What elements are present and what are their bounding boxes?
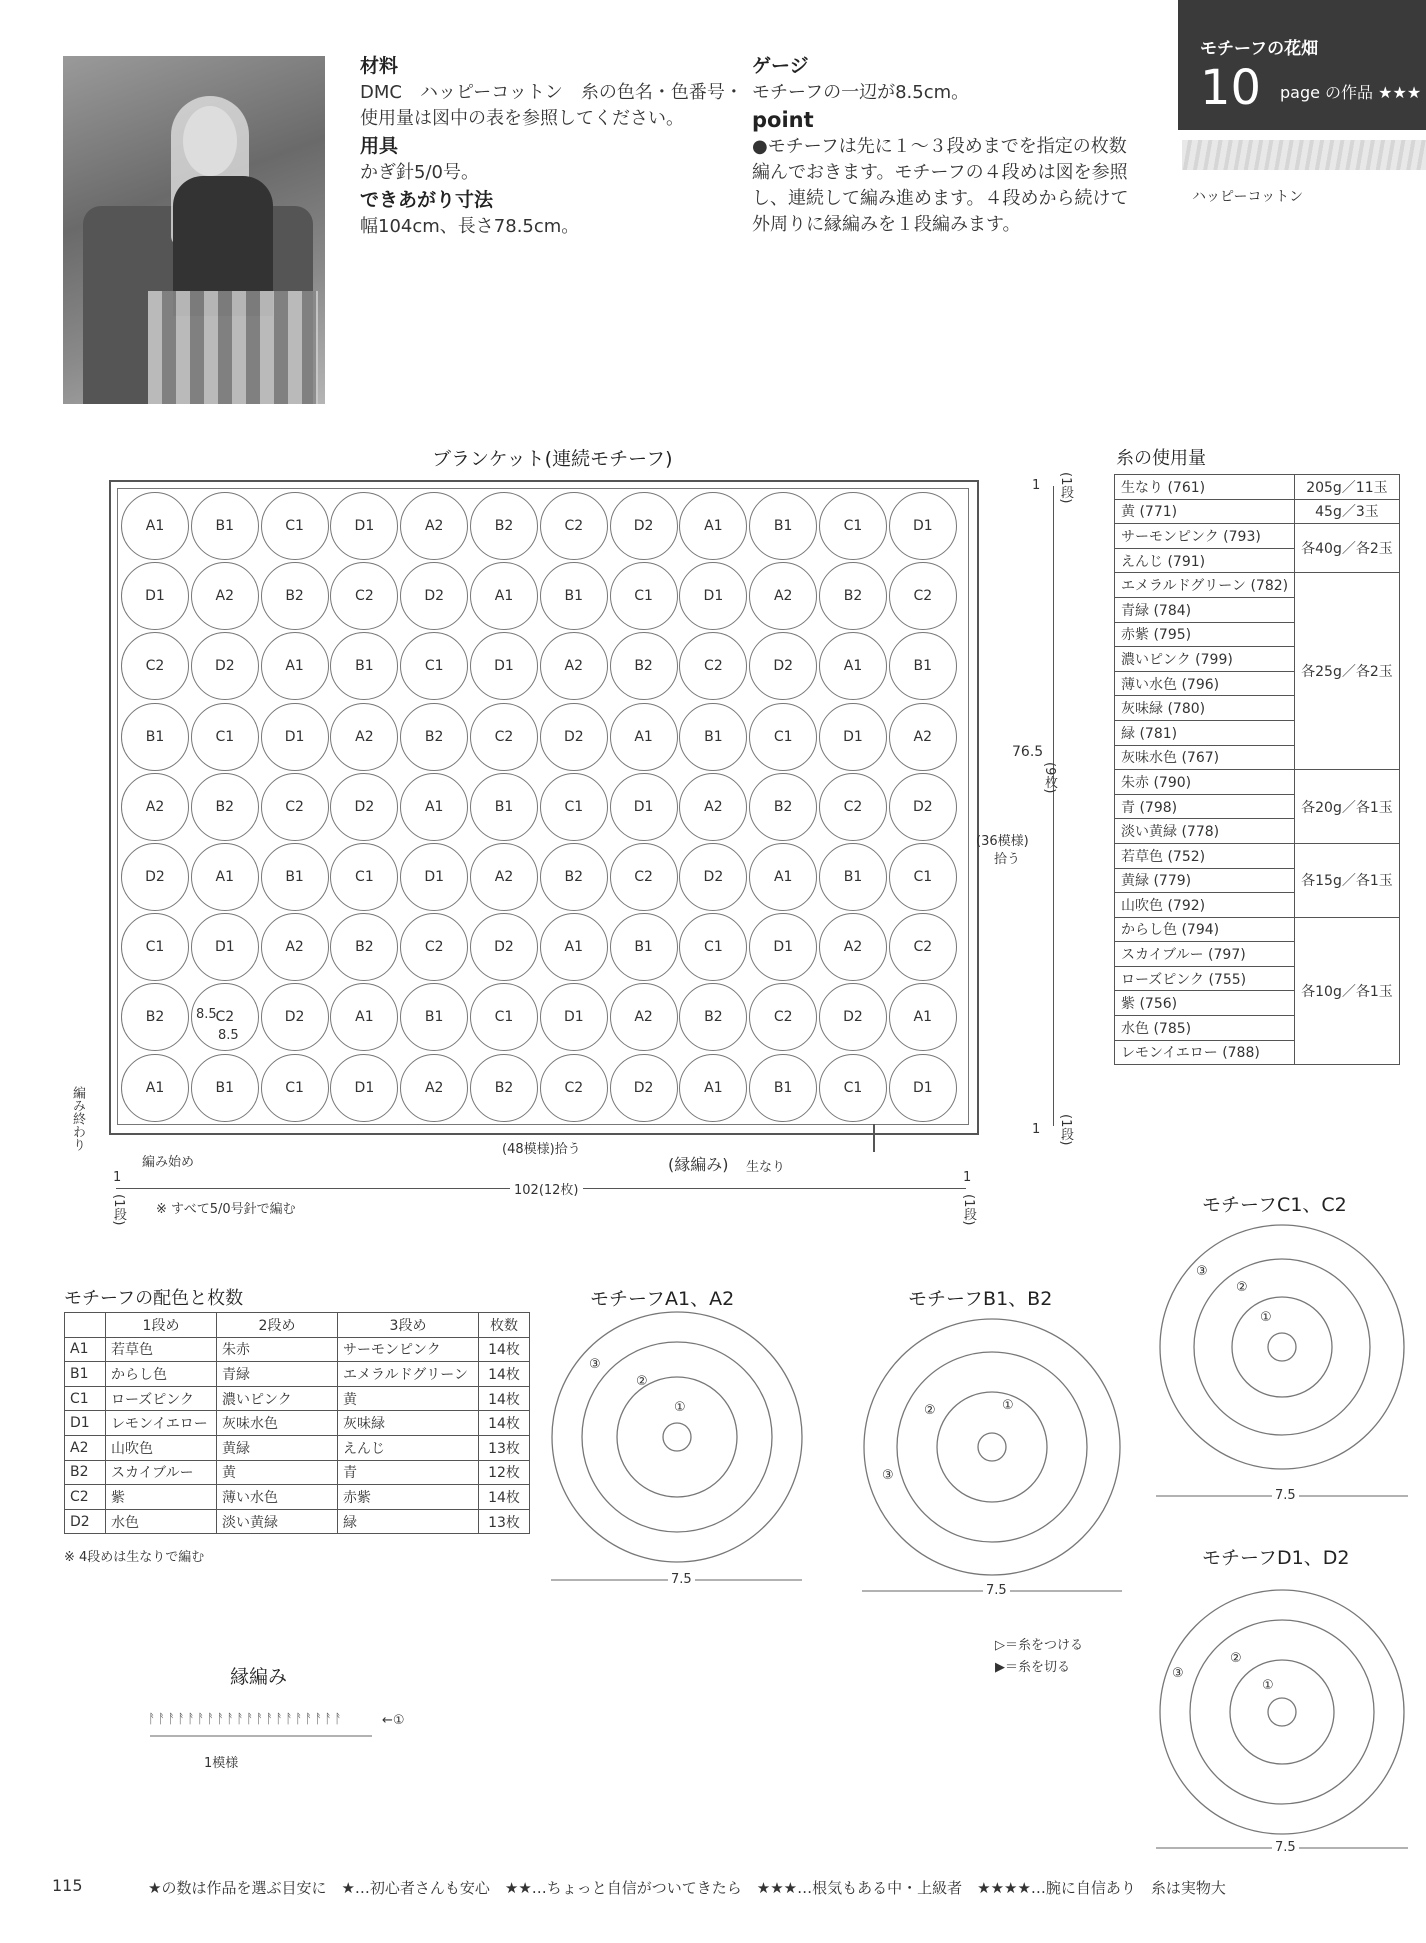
motif-cell: A1 bbox=[121, 1054, 189, 1122]
left-row-label: (1段) bbox=[111, 1194, 126, 1226]
motif-d-diagram bbox=[1160, 1590, 1404, 1834]
motif-table-cell: 山吹色 bbox=[106, 1435, 217, 1460]
motif-cell: C2 bbox=[470, 703, 538, 771]
motif-cell: A1 bbox=[470, 562, 538, 630]
motif-cell: C1 bbox=[889, 843, 957, 911]
motif-cell: A2 bbox=[819, 913, 887, 981]
yarn-name: ローズピンク (755) bbox=[1115, 966, 1295, 991]
motif-cell: D2 bbox=[191, 632, 259, 700]
motif-cell: D1 bbox=[889, 1054, 957, 1122]
motif-cell: C2 bbox=[889, 913, 957, 981]
motif-cell: A2 bbox=[679, 773, 747, 841]
motif-cell: D1 bbox=[610, 773, 678, 841]
motif-cell: C1 bbox=[261, 492, 329, 560]
motif-table-cell: 黄緑 bbox=[217, 1435, 338, 1460]
yarn-name: 紫 (756) bbox=[1115, 991, 1295, 1016]
motif-cell: B1 bbox=[749, 492, 817, 560]
motif-cell: A2 bbox=[610, 983, 678, 1051]
motif-a-round3: ③ bbox=[589, 1357, 601, 1372]
motif-cell: D2 bbox=[610, 492, 678, 560]
motif-cell: B2 bbox=[819, 562, 887, 630]
motif-cell: D1 bbox=[261, 703, 329, 771]
edging-color: 生なり bbox=[746, 1160, 786, 1175]
motif-cell: C1 bbox=[819, 492, 887, 560]
motif-cell: C1 bbox=[610, 562, 678, 630]
motif-table-cell: 灰味水色 bbox=[217, 1411, 338, 1436]
motif-cell: C2 bbox=[749, 983, 817, 1051]
motif-table-cell: 青 bbox=[338, 1460, 479, 1485]
edging-label: (縁編み) bbox=[668, 1155, 729, 1174]
top-row-number: 1 bbox=[1032, 478, 1041, 493]
yarn-name: からし色 (794) bbox=[1115, 917, 1295, 942]
motif-table-cell: 14枚 bbox=[479, 1337, 530, 1362]
yarn-amount: 各40g／各2玉 bbox=[1295, 524, 1400, 573]
motif-cell: A1 bbox=[749, 843, 817, 911]
motif-table-cell: B2 bbox=[65, 1460, 106, 1485]
yarn-name: 淡い黄緑 (778) bbox=[1115, 819, 1295, 844]
motif-table-cell: C2 bbox=[65, 1485, 106, 1510]
yarn-amount: 205g／11玉 bbox=[1295, 475, 1400, 500]
motif-cell: D1 bbox=[330, 492, 398, 560]
motif-table-cell: レモンイエロー bbox=[106, 1411, 217, 1436]
point-heading: point bbox=[752, 108, 814, 132]
motif-cell: C2 bbox=[610, 843, 678, 911]
motif-cell: B1 bbox=[191, 492, 259, 560]
yarn-name: 緑 (781) bbox=[1115, 720, 1295, 745]
motif-cell: C2 bbox=[330, 562, 398, 630]
motif-cell: A1 bbox=[191, 843, 259, 911]
right-row-label: (1段) bbox=[961, 1194, 976, 1226]
motif-cell: C2 bbox=[121, 632, 189, 700]
motif-cell: A2 bbox=[191, 562, 259, 630]
motif-c-size: 7.5 bbox=[1272, 1488, 1299, 1503]
motif-cell: C1 bbox=[400, 632, 468, 700]
motif-b-round2: ② bbox=[924, 1403, 936, 1418]
motif-cell: D1 bbox=[679, 562, 747, 630]
motif-cell: D2 bbox=[889, 773, 957, 841]
motif-cell: B2 bbox=[330, 913, 398, 981]
motif-c-diagram bbox=[1160, 1225, 1404, 1469]
motif-table-cell: 濃いピンク bbox=[217, 1386, 338, 1411]
start-label: 編み始め bbox=[142, 1155, 195, 1170]
motif-cell: A1 bbox=[679, 1054, 747, 1122]
motif-table-note: ※ 4段めは生なりで編む bbox=[64, 1550, 205, 1565]
bottom-row-label: (1段) bbox=[1058, 1114, 1073, 1146]
yarn-name: 赤紫 (795) bbox=[1115, 622, 1295, 647]
motif-table-header: 3段め bbox=[338, 1313, 479, 1338]
motif-table-cell: 14枚 bbox=[479, 1386, 530, 1411]
motif-cell: B1 bbox=[610, 913, 678, 981]
motif-cell: B2 bbox=[261, 562, 329, 630]
motif-b-diagram bbox=[864, 1319, 1120, 1575]
yarn-name: レモンイエロー (788) bbox=[1115, 1040, 1295, 1065]
motif-c-title: モチーフC1、C2 bbox=[1202, 1194, 1347, 1216]
motif-table-cell: 13枚 bbox=[479, 1435, 530, 1460]
edging-title: 縁編み bbox=[230, 1666, 288, 1688]
yarn-name: 灰味水色 (767) bbox=[1115, 745, 1295, 770]
motif-table-cell: 青緑 bbox=[217, 1362, 338, 1387]
motif-table-cell: 紫 bbox=[106, 1485, 217, 1510]
motif-cell: D2 bbox=[470, 913, 538, 981]
motif-table-cell: えんじ bbox=[338, 1435, 479, 1460]
motif-table-cell: 淡い黄緑 bbox=[217, 1509, 338, 1534]
tools-text: かぎ針5/0号。 bbox=[360, 162, 479, 183]
motif-cell: C2 bbox=[540, 1054, 608, 1122]
motif-cell: C2 bbox=[819, 773, 887, 841]
motif-cell: B1 bbox=[540, 562, 608, 630]
top-row-label: (1段) bbox=[1058, 472, 1073, 504]
motif-cell: D2 bbox=[121, 843, 189, 911]
motif-cell: B1 bbox=[749, 1054, 817, 1122]
motif-d-title: モチーフD1、D2 bbox=[1202, 1547, 1350, 1569]
yarn-name: サーモンピンク (793) bbox=[1115, 524, 1295, 549]
motif-cell: B1 bbox=[470, 773, 538, 841]
motif-table-cell: A2 bbox=[65, 1435, 106, 1460]
motif-table-cell: エメラルドグリーン bbox=[338, 1362, 479, 1387]
gauge-heading: ゲージ bbox=[752, 55, 809, 77]
bottom-row-number: 1 bbox=[1032, 1122, 1041, 1137]
side-pickup: (36模様) bbox=[976, 834, 1029, 849]
motif-cell: B1 bbox=[330, 632, 398, 700]
blanket-title: ブランケット(連続モチーフ) bbox=[432, 448, 673, 470]
motif-cell: D1 bbox=[330, 1054, 398, 1122]
motif-table-cell: B1 bbox=[65, 1362, 106, 1387]
motif-table-cell: サーモンピンク bbox=[338, 1337, 479, 1362]
motif-table-title: モチーフの配色と枚数 bbox=[64, 1288, 244, 1309]
motif-cell: A2 bbox=[330, 703, 398, 771]
yarn-amount: 各25g／各2玉 bbox=[1295, 573, 1400, 770]
motif-cell: A1 bbox=[679, 492, 747, 560]
motif-b-round1: ① bbox=[1002, 1398, 1014, 1413]
motif-table-cell: からし色 bbox=[106, 1362, 217, 1387]
motif-cell: B1 bbox=[819, 843, 887, 911]
motif-cell: D2 bbox=[679, 843, 747, 911]
motif-cell: C1 bbox=[819, 1054, 887, 1122]
page-number-large: 10 bbox=[1200, 60, 1262, 116]
motif-table-cell: 緑 bbox=[338, 1509, 479, 1534]
motif-table-cell: 黄 bbox=[338, 1386, 479, 1411]
motif-cell: A1 bbox=[121, 492, 189, 560]
motif-table-cell: 14枚 bbox=[479, 1362, 530, 1387]
yarn-amount: 各20g／各1玉 bbox=[1295, 770, 1400, 844]
motif-cell: B1 bbox=[261, 843, 329, 911]
yarn-brand: ハッピーコットン bbox=[1192, 189, 1304, 205]
motif-table-cell: C1 bbox=[65, 1386, 106, 1411]
yarn-name: 黄緑 (779) bbox=[1115, 868, 1295, 893]
height-label: 76.5 bbox=[1012, 744, 1044, 760]
motif-cell: D1 bbox=[819, 703, 887, 771]
edging-repeat-label: 1模様 bbox=[204, 1756, 239, 1771]
yarn-name: えんじ (791) bbox=[1115, 548, 1295, 573]
footer-page-number: 115 bbox=[52, 1876, 83, 1895]
motif-table-cell: 灰味緑 bbox=[338, 1411, 479, 1436]
motif-a-title: モチーフA1、A2 bbox=[590, 1288, 735, 1310]
motif-table-cell: 朱赤 bbox=[217, 1337, 338, 1362]
motif-cell: B2 bbox=[121, 983, 189, 1051]
materials-text: DMC ハッピーコットン 糸の色名・色番号・使用量は図中の表を参照してください。 bbox=[360, 82, 743, 129]
right-row-number: 1 bbox=[963, 1170, 972, 1185]
bottom-pickup: (48模様)拾う bbox=[502, 1142, 581, 1157]
motif-cell: D2 bbox=[400, 562, 468, 630]
motif-table-header: 2段め bbox=[217, 1313, 338, 1338]
motif-c-round2: ② bbox=[1236, 1280, 1248, 1295]
motif-cell: A2 bbox=[400, 1054, 468, 1122]
motif-cell: C2 bbox=[261, 773, 329, 841]
motif-cell: A2 bbox=[540, 632, 608, 700]
width-label: 102(12枚) bbox=[510, 1179, 583, 1198]
motif-cell: D1 bbox=[540, 983, 608, 1051]
motif-a-diagram bbox=[552, 1312, 802, 1562]
cell-dim-vertical: 8.5 bbox=[196, 1007, 217, 1022]
motif-cell: D2 bbox=[261, 983, 329, 1051]
motif-cell: D2 bbox=[330, 773, 398, 841]
motif-cell: A2 bbox=[400, 492, 468, 560]
motif-cell: B2 bbox=[470, 1054, 538, 1122]
motif-table-cell: A1 bbox=[65, 1337, 106, 1362]
motif-cell: B1 bbox=[400, 983, 468, 1051]
motif-table-cell: 14枚 bbox=[479, 1485, 530, 1510]
yarn-name: 黄 (771) bbox=[1115, 499, 1295, 524]
motif-d-round3: ③ bbox=[1172, 1666, 1184, 1681]
yarn-table-title: 糸の使用量 bbox=[1116, 448, 1206, 469]
motif-cell: C1 bbox=[330, 843, 398, 911]
motif-table-cell: 13枚 bbox=[479, 1509, 530, 1534]
yarn-name: スカイブルー (797) bbox=[1115, 942, 1295, 967]
gauge-text: モチーフの一辺が8.5cm。 bbox=[752, 82, 970, 103]
motif-cell: C1 bbox=[261, 1054, 329, 1122]
motif-cell: B2 bbox=[679, 983, 747, 1051]
motif-table-cell: 黄 bbox=[217, 1460, 338, 1485]
motif-cell: B2 bbox=[191, 773, 259, 841]
motif-cell: C2 bbox=[191, 983, 259, 1051]
motif-cell: D1 bbox=[400, 843, 468, 911]
motif-cell: C2 bbox=[889, 562, 957, 630]
motif-cell: A1 bbox=[400, 773, 468, 841]
motif-cell: D1 bbox=[191, 913, 259, 981]
motif-cell: C2 bbox=[679, 632, 747, 700]
yarn-name: 山吹色 (792) bbox=[1115, 893, 1295, 918]
motif-table-cell: D2 bbox=[65, 1509, 106, 1534]
legend-cut: ▶＝糸を切る bbox=[995, 1660, 1070, 1675]
motif-cell: C1 bbox=[470, 983, 538, 1051]
motif-table-cell: D1 bbox=[65, 1411, 106, 1436]
yarn-name: 生なり (761) bbox=[1115, 475, 1295, 500]
motif-cell: D2 bbox=[749, 632, 817, 700]
page-suffix: page の作品 ★★★ bbox=[1280, 83, 1422, 102]
motif-b-title: モチーフB1、B2 bbox=[908, 1288, 1053, 1310]
motif-d-round2: ② bbox=[1230, 1651, 1242, 1666]
motif-table-header: 枚数 bbox=[479, 1313, 530, 1338]
motif-table-cell: 赤紫 bbox=[338, 1485, 479, 1510]
motif-cell: A1 bbox=[889, 983, 957, 1051]
yarn-name: 青緑 (784) bbox=[1115, 597, 1295, 622]
motif-cell: D2 bbox=[819, 983, 887, 1051]
motif-cell: B1 bbox=[679, 703, 747, 771]
end-label: 編み終わり bbox=[70, 1086, 85, 1151]
tools-heading: 用具 bbox=[360, 135, 399, 157]
cell-dim-horizontal: 8.5 bbox=[218, 1028, 239, 1043]
yarn-name: 水色 (785) bbox=[1115, 1016, 1295, 1041]
motif-d-round1: ① bbox=[1262, 1678, 1274, 1693]
motif-cell: D1 bbox=[889, 492, 957, 560]
motif-table-cell: 水色 bbox=[106, 1509, 217, 1534]
motif-cell: C1 bbox=[191, 703, 259, 771]
motif-table-header: 1段め bbox=[106, 1313, 217, 1338]
motif-table-cell: ローズピンク bbox=[106, 1386, 217, 1411]
materials-heading: 材料 bbox=[360, 55, 399, 77]
motif-cell: B2 bbox=[610, 632, 678, 700]
motif-cell: C1 bbox=[540, 773, 608, 841]
motif-cell: A2 bbox=[889, 703, 957, 771]
motif-cell: B2 bbox=[470, 492, 538, 560]
edging-symbols: ᚨᚨᚨᚨᚨᚨᚨᚨᚨᚨᚨᚨᚨᚨᚨᚨᚨᚨᚨᚨ bbox=[148, 1712, 345, 1727]
motif-cell: A1 bbox=[261, 632, 329, 700]
edging-row-marker: ←① bbox=[382, 1713, 405, 1728]
motif-cell: D1 bbox=[121, 562, 189, 630]
motif-cell: D1 bbox=[749, 913, 817, 981]
left-row-number: 1 bbox=[113, 1170, 122, 1185]
motif-cell: B2 bbox=[749, 773, 817, 841]
motif-cell: B1 bbox=[191, 1054, 259, 1122]
motif-cell: A2 bbox=[749, 562, 817, 630]
motif-cell: B1 bbox=[121, 703, 189, 771]
side-pickup2: 拾う bbox=[994, 852, 1021, 867]
motif-cell: D1 bbox=[470, 632, 538, 700]
motif-cell: A2 bbox=[261, 913, 329, 981]
motif-a-round2: ② bbox=[636, 1374, 648, 1389]
motif-table-cell: スカイブルー bbox=[106, 1460, 217, 1485]
motif-cell: C1 bbox=[749, 703, 817, 771]
yarn-name: 若草色 (752) bbox=[1115, 843, 1295, 868]
yarn-amount: 45g／3玉 bbox=[1295, 499, 1400, 524]
motif-b-round3: ③ bbox=[882, 1468, 894, 1483]
size-text: 幅104cm、長さ78.5cm。 bbox=[360, 216, 580, 237]
motif-cell: C2 bbox=[540, 492, 608, 560]
yarn-name: エメラルドグリーン (782) bbox=[1115, 573, 1295, 598]
motif-cell: A1 bbox=[610, 703, 678, 771]
yarn-name: 青 (798) bbox=[1115, 794, 1295, 819]
motif-table-cell: 12枚 bbox=[479, 1460, 530, 1485]
needle-note: ※ すべて5/0号針で編む bbox=[156, 1202, 296, 1217]
motif-cell: A1 bbox=[819, 632, 887, 700]
size-heading: できあがり寸法 bbox=[360, 189, 494, 211]
yarn-name: 濃いピンク (799) bbox=[1115, 647, 1295, 672]
motif-table-cell: 14枚 bbox=[479, 1411, 530, 1436]
motif-cell: B1 bbox=[889, 632, 957, 700]
motif-cell: C1 bbox=[679, 913, 747, 981]
motif-cell: D2 bbox=[610, 1054, 678, 1122]
point-text: ●モチーフは先に１～３段めまでを指定の枚数編んでおきます。モチーフの４段めは図を参照し、連続して編み進めます。４段めから続けて外周りに縁編みを１段編みます。 bbox=[752, 136, 1129, 235]
motif-cell: A1 bbox=[540, 913, 608, 981]
motif-a-size: 7.5 bbox=[668, 1572, 695, 1587]
height-count: (9枚) bbox=[1042, 762, 1057, 794]
yarn-amount: 各10g／各1玉 bbox=[1295, 917, 1400, 1065]
motif-cell: C2 bbox=[400, 913, 468, 981]
motif-cell: B2 bbox=[400, 703, 468, 771]
motif-table-cell: 薄い水色 bbox=[217, 1485, 338, 1510]
motif-c-round1: ① bbox=[1260, 1310, 1272, 1325]
motif-c-round3: ③ bbox=[1196, 1264, 1208, 1279]
yarn-name: 灰味緑 (780) bbox=[1115, 696, 1295, 721]
motif-cell: A2 bbox=[121, 773, 189, 841]
motif-cell: D2 bbox=[540, 703, 608, 771]
yarn-name: 朱赤 (790) bbox=[1115, 770, 1295, 795]
motif-cell: C1 bbox=[121, 913, 189, 981]
legend-attach: ▷＝糸をつける bbox=[995, 1638, 1083, 1653]
motif-cell: A1 bbox=[330, 983, 398, 1051]
series-title: モチーフの花畑 bbox=[1200, 39, 1319, 59]
motif-cell: B2 bbox=[540, 843, 608, 911]
motif-b-size: 7.5 bbox=[983, 1583, 1010, 1598]
yarn-amount: 各15g／各1玉 bbox=[1295, 843, 1400, 917]
yarn-name: 薄い水色 (796) bbox=[1115, 671, 1295, 696]
motif-table-cell: 若草色 bbox=[106, 1337, 217, 1362]
motif-cell: A2 bbox=[470, 843, 538, 911]
footer-difficulty-legend: ★の数は作品を選ぶ目安に ★…初心者さんも安心 ★★…ちょっと自信がついてきたら ★★★…根気もある中・上級者 ★★★★…腕に自信あり 糸は実物大 bbox=[148, 1879, 1226, 1897]
motif-d-size: 7.5 bbox=[1272, 1840, 1299, 1855]
motif-a-round1: ① bbox=[674, 1400, 686, 1415]
